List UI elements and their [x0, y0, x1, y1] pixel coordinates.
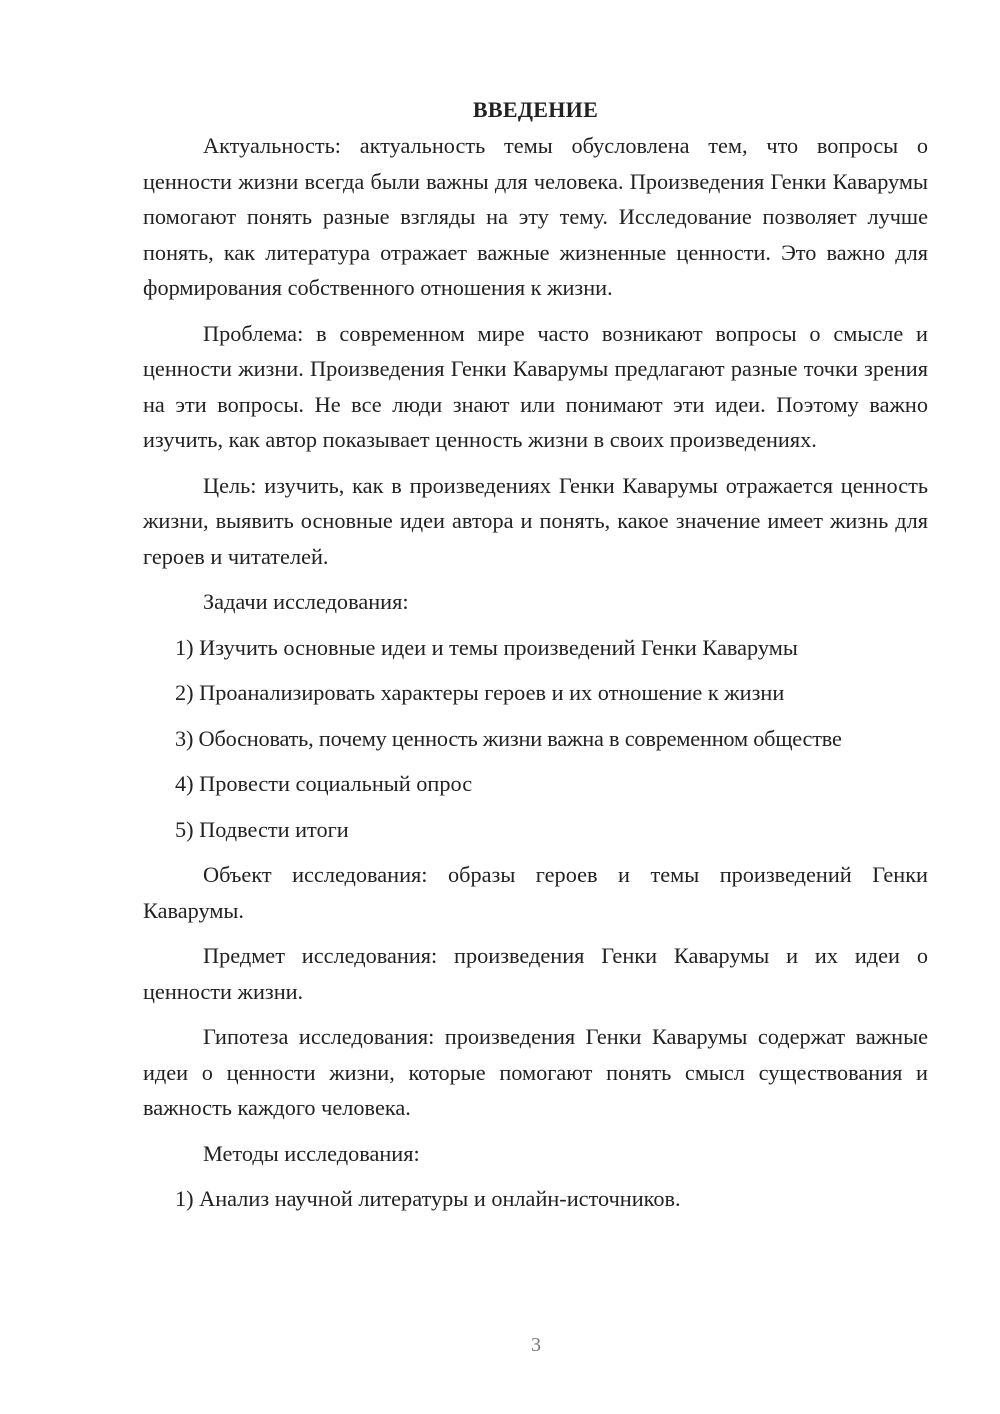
task-item: 3) Обосновать, почему ценность жизни важна в современном обществе [175, 725, 842, 751]
goal-paragraph: Цель: изучить, как в произведениях Генки Каварумы отражается ценность жизни, выявить основные идеи автора и понять, какое значение имеет жизнь для героев и читателей. [143, 472, 928, 569]
object-paragraph: Объект исследования: образы героев и темы произведений Генки Каварумы. [143, 862, 928, 923]
problem-paragraph: Проблема: в современном мире часто возникают вопросы о смысле и ценности жизни. Произведения Генки Каварумы предлагают разные точки зрения на эти вопросы. Не все люди знают или понимают эти идеи. Поэтому важно изучить, как автор показывает ценность жизни в своих произведениях. [143, 320, 928, 452]
task-item: 5) Подвести итоги [175, 816, 349, 842]
task-item: 1) Изучить основные идеи и темы произведений Генки Каварумы [175, 634, 798, 660]
methods-heading: Методы исследования: [203, 1140, 420, 1166]
section-title: ВВЕДЕНИЕ [472, 97, 599, 122]
task-item: 4) Провести социальный опрос [175, 771, 473, 796]
document-page [143, 92, 928, 1217]
hypothesis-paragraph: Гипотеза исследования: произведения Генки Каварумы содержат важные идеи о ценности жизни, которые помогают понять смысл существования и важность каждого человека. [143, 1024, 928, 1120]
method-item: 1) Анализ научной литературы и онлайн-источников. [175, 1186, 681, 1211]
page-number: 3 [531, 1334, 541, 1356]
relevance-paragraph: Актуальность: актуальность темы обусловлена тем, что вопросы о ценности жизни всегда были важны для человека. Произведения Генки Каварумы помогают понять разные взгляды на эту тему. Исследование позволяет лучше понять, как литература отражает важные жизненные ценности. Это важно для формирования собственного отношения к жизни. [143, 133, 928, 300]
tasks-heading: Задачи исследования: [203, 589, 409, 614]
subject-paragraph: Предмет исследования: произведения Генки Каварумы и их идеи о ценности жизни. [143, 943, 928, 1004]
task-item: 2) Проанализировать характеры героев и их отношение к жизни [175, 680, 785, 705]
